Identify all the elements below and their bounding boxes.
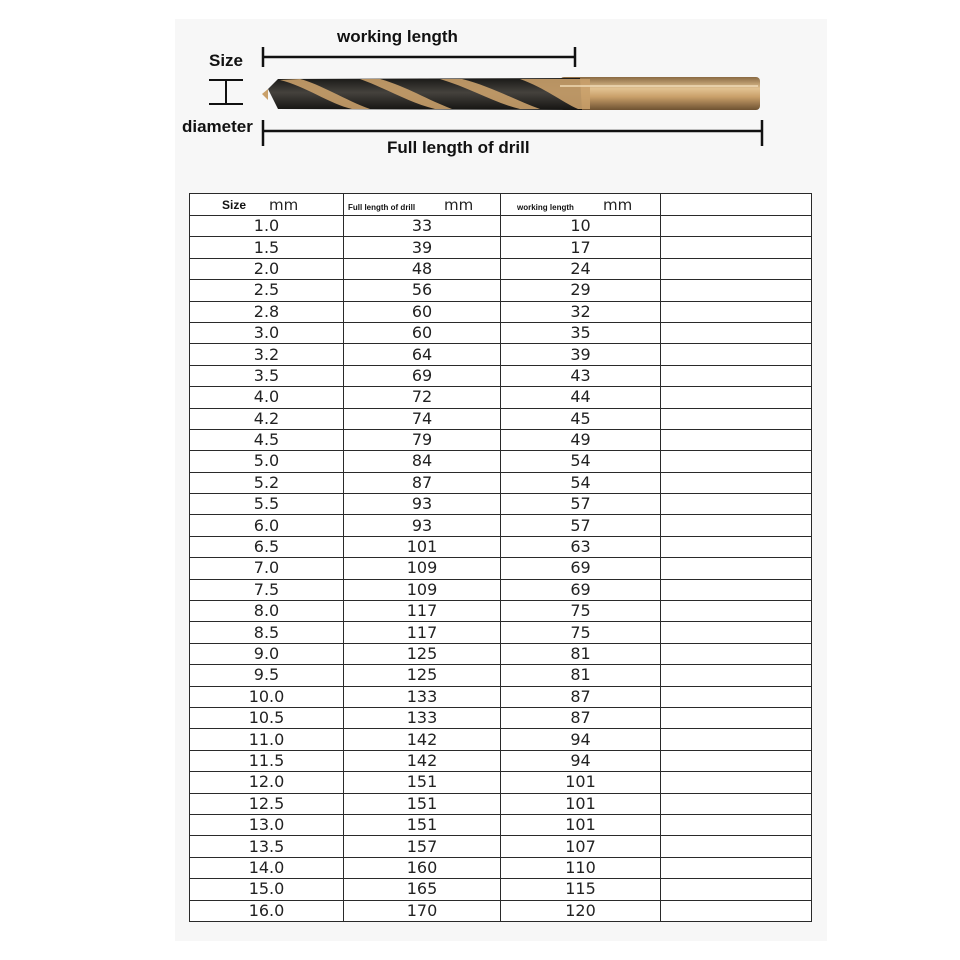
cell-size: 15.0 [190, 879, 344, 900]
cell-working-length: 101 [501, 772, 661, 793]
cell-working-length: 115 [501, 879, 661, 900]
table-row [190, 536, 812, 557]
cell-extra [661, 900, 812, 921]
cell-size: 6.0 [190, 515, 344, 536]
table-row [190, 665, 812, 686]
cell-full-length: 109 [344, 579, 501, 600]
cell-full-length: 170 [344, 900, 501, 921]
cell-working-length: 94 [501, 750, 661, 771]
cell-extra [661, 280, 812, 301]
header-full-length-label: Full length of drill [348, 203, 416, 212]
cell-working-length: 49 [501, 429, 661, 450]
cell-full-length: 160 [344, 857, 501, 878]
cell-full-length: 93 [344, 494, 501, 515]
cell-full-length: 64 [344, 344, 501, 365]
cell-size: 3.5 [190, 365, 344, 386]
cell-size: 8.0 [190, 601, 344, 622]
header-size-unit: mm [269, 196, 299, 214]
cell-extra [661, 536, 812, 557]
cell-size: 4.0 [190, 387, 344, 408]
cell-full-length: 33 [344, 216, 501, 237]
cell-full-length: 48 [344, 258, 501, 279]
cell-extra [661, 601, 812, 622]
header-full-length [344, 194, 501, 216]
cell-full-length: 60 [344, 322, 501, 343]
cell-working-length: 120 [501, 900, 661, 921]
cell-size: 16.0 [190, 900, 344, 921]
header-working-length-unit: mm [603, 196, 633, 214]
table-row [190, 900, 812, 921]
table-row [190, 643, 812, 664]
cell-size: 3.0 [190, 322, 344, 343]
header-extra [661, 194, 812, 216]
cell-full-length: 165 [344, 879, 501, 900]
cell-full-length: 109 [344, 558, 501, 579]
cell-working-length: 87 [501, 707, 661, 728]
cell-working-length: 101 [501, 793, 661, 814]
cell-size: 4.2 [190, 408, 344, 429]
table-row [190, 814, 812, 835]
table-header-row [190, 194, 812, 216]
table-row [190, 387, 812, 408]
header-size-label: Size [222, 198, 247, 212]
cell-working-length: 101 [501, 814, 661, 835]
cell-working-length: 75 [501, 601, 661, 622]
working-length-dimension [263, 47, 575, 67]
working-length-label: working length [337, 27, 458, 46]
table-row [190, 686, 812, 707]
cell-size: 11.5 [190, 750, 344, 771]
cell-working-length: 75 [501, 622, 661, 643]
cell-size: 2.8 [190, 301, 344, 322]
table-row [190, 322, 812, 343]
table-row [190, 494, 812, 515]
cell-full-length: 125 [344, 665, 501, 686]
table-row [190, 793, 812, 814]
cell-extra [661, 429, 812, 450]
cell-extra [661, 408, 812, 429]
cell-size: 1.0 [190, 216, 344, 237]
cell-extra [661, 451, 812, 472]
drill-diagram [0, 0, 960, 175]
cell-size: 5.0 [190, 451, 344, 472]
cell-extra [661, 515, 812, 536]
cell-working-length: 24 [501, 258, 661, 279]
cell-working-length: 39 [501, 344, 661, 365]
table-row [190, 707, 812, 728]
table-row [190, 344, 812, 365]
cell-size: 9.0 [190, 643, 344, 664]
table-row [190, 258, 812, 279]
cell-full-length: 151 [344, 814, 501, 835]
cell-working-length: 87 [501, 686, 661, 707]
diameter-label: diameter [182, 117, 253, 136]
cell-working-length: 63 [501, 536, 661, 557]
cell-size: 14.0 [190, 857, 344, 878]
cell-extra [661, 643, 812, 664]
table-row [190, 408, 812, 429]
cell-working-length: 57 [501, 494, 661, 515]
cell-extra [661, 494, 812, 515]
cell-extra [661, 558, 812, 579]
table-row [190, 729, 812, 750]
cell-full-length: 142 [344, 729, 501, 750]
cell-extra [661, 750, 812, 771]
cell-working-length: 94 [501, 729, 661, 750]
cell-full-length: 142 [344, 750, 501, 771]
cell-extra [661, 836, 812, 857]
cell-full-length: 133 [344, 686, 501, 707]
cell-working-length: 54 [501, 472, 661, 493]
cell-working-length: 32 [501, 301, 661, 322]
cell-working-length: 110 [501, 857, 661, 878]
cell-extra [661, 365, 812, 386]
cell-size: 6.5 [190, 536, 344, 557]
cell-full-length: 84 [344, 451, 501, 472]
table-row [190, 301, 812, 322]
cell-size: 5.2 [190, 472, 344, 493]
table-row [190, 472, 812, 493]
cell-full-length: 69 [344, 365, 501, 386]
cell-size: 1.5 [190, 237, 344, 258]
cell-working-length: 57 [501, 515, 661, 536]
cell-full-length: 151 [344, 793, 501, 814]
cell-full-length: 87 [344, 472, 501, 493]
cell-working-length: 17 [501, 237, 661, 258]
cell-extra [661, 857, 812, 878]
cell-size: 13.5 [190, 836, 344, 857]
cell-extra [661, 793, 812, 814]
cell-size: 5.5 [190, 494, 344, 515]
cell-full-length: 56 [344, 280, 501, 301]
table-row [190, 515, 812, 536]
cell-size: 9.5 [190, 665, 344, 686]
cell-full-length: 117 [344, 622, 501, 643]
cell-size: 3.2 [190, 344, 344, 365]
cell-size: 10.5 [190, 707, 344, 728]
drill-bit [262, 77, 760, 110]
header-working-length-label: working length [517, 203, 574, 212]
cell-size: 4.5 [190, 429, 344, 450]
cell-size: 13.0 [190, 814, 344, 835]
table-row [190, 772, 812, 793]
cell-full-length: 133 [344, 707, 501, 728]
cell-full-length: 60 [344, 301, 501, 322]
cell-working-length: 81 [501, 665, 661, 686]
header-full-length-unit: mm [444, 196, 474, 214]
cell-extra [661, 216, 812, 237]
cell-size: 7.5 [190, 579, 344, 600]
cell-extra [661, 344, 812, 365]
table-row [190, 280, 812, 301]
cell-size: 12.5 [190, 793, 344, 814]
cell-full-length: 157 [344, 836, 501, 857]
cell-size: 10.0 [190, 686, 344, 707]
header-size [190, 194, 344, 216]
full-length-label: Full length of drill [387, 138, 530, 157]
cell-extra [661, 472, 812, 493]
cell-working-length: 107 [501, 836, 661, 857]
cell-extra [661, 237, 812, 258]
diameter-marker [209, 80, 243, 104]
cell-full-length: 79 [344, 429, 501, 450]
cell-extra [661, 729, 812, 750]
cell-full-length: 125 [344, 643, 501, 664]
cell-full-length: 101 [344, 536, 501, 557]
table-row [190, 579, 812, 600]
cell-extra [661, 322, 812, 343]
table-row [190, 857, 812, 878]
cell-working-length: 43 [501, 365, 661, 386]
cell-extra [661, 622, 812, 643]
cell-full-length: 39 [344, 237, 501, 258]
table-row [190, 216, 812, 237]
cell-working-length: 35 [501, 322, 661, 343]
cell-full-length: 93 [344, 515, 501, 536]
cell-working-length: 10 [501, 216, 661, 237]
cell-extra [661, 301, 812, 322]
cell-size: 7.0 [190, 558, 344, 579]
cell-extra [661, 814, 812, 835]
cell-size: 2.0 [190, 258, 344, 279]
cell-working-length: 45 [501, 408, 661, 429]
cell-size: 8.5 [190, 622, 344, 643]
table-row [190, 451, 812, 472]
table-row [190, 750, 812, 771]
header-working-length [501, 194, 661, 216]
table-row [190, 429, 812, 450]
cell-extra [661, 258, 812, 279]
table-row [190, 879, 812, 900]
table-row [190, 365, 812, 386]
cell-extra [661, 686, 812, 707]
cell-working-length: 54 [501, 451, 661, 472]
cell-extra [661, 707, 812, 728]
cell-working-length: 69 [501, 558, 661, 579]
cell-full-length: 72 [344, 387, 501, 408]
cell-size: 11.0 [190, 729, 344, 750]
cell-working-length: 44 [501, 387, 661, 408]
cell-full-length: 151 [344, 772, 501, 793]
table-row [190, 601, 812, 622]
cell-full-length: 74 [344, 408, 501, 429]
table-row [190, 622, 812, 643]
table-row [190, 237, 812, 258]
cell-size: 12.0 [190, 772, 344, 793]
cell-working-length: 69 [501, 579, 661, 600]
cell-extra [661, 665, 812, 686]
size-label: Size [209, 51, 244, 70]
cell-size: 2.5 [190, 280, 344, 301]
table-body [190, 216, 812, 922]
cell-extra [661, 387, 812, 408]
cell-full-length: 117 [344, 601, 501, 622]
cell-extra [661, 579, 812, 600]
cell-working-length: 81 [501, 643, 661, 664]
cell-working-length: 29 [501, 280, 661, 301]
cell-extra [661, 879, 812, 900]
table-row [190, 836, 812, 857]
drill-spec-table [189, 193, 812, 922]
table-row [190, 558, 812, 579]
cell-extra [661, 772, 812, 793]
